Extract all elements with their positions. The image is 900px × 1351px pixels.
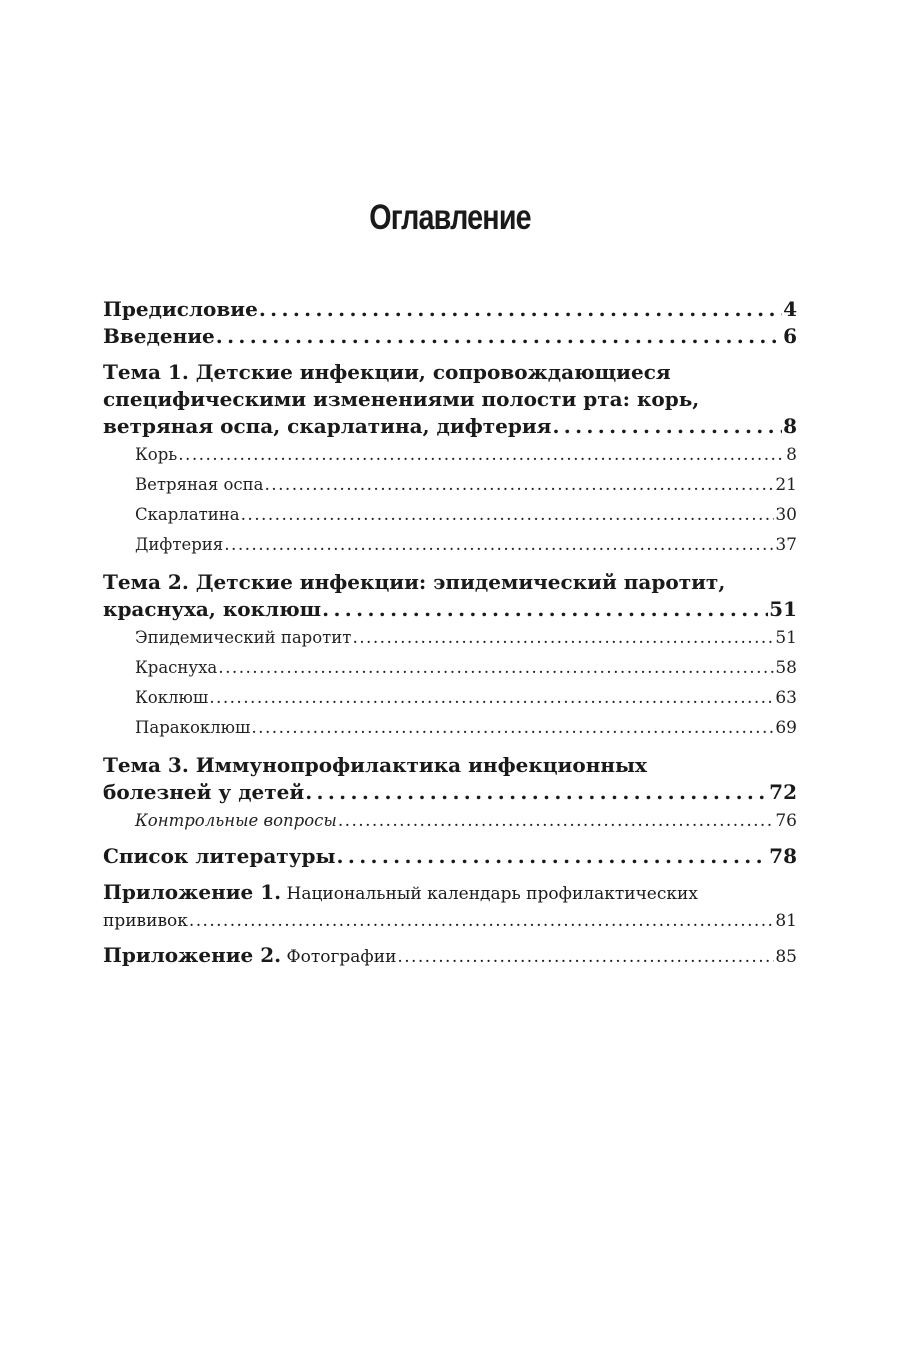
toc-subentry-page: 58 — [775, 658, 797, 678]
appendix-number: Приложение 1. — [103, 880, 282, 904]
toc-entry-label: Предисловие — [103, 297, 258, 321]
toc-entry-topic3[interactable] — [103, 752, 797, 806]
toc-subentry-page: 69 — [775, 718, 797, 738]
dot-leader — [552, 413, 782, 440]
toc-entry-page: 85 — [775, 947, 797, 967]
toc-subentry-label: Скарлатина — [135, 505, 240, 524]
toc-subentry-label: Коклюш — [135, 688, 209, 707]
dot-leader — [218, 654, 774, 683]
toc-subentry[interactable] — [103, 806, 797, 836]
table-of-contents — [103, 296, 797, 971]
toc-entry-topic2[interactable] — [103, 569, 797, 623]
toc-entry-literature[interactable] — [103, 843, 797, 870]
toc-subentry[interactable] — [103, 500, 797, 530]
dot-leader — [259, 296, 782, 323]
dot-leader — [305, 779, 768, 806]
toc-subentry[interactable] — [103, 470, 797, 500]
toc-subentry-label: Краснуха — [135, 658, 218, 677]
dot-leader — [209, 684, 774, 713]
toc-subentry[interactable] — [103, 653, 797, 683]
toc-subentry[interactable] — [103, 530, 797, 560]
dot-leader — [241, 501, 775, 530]
toc-subentry-page: 76 — [775, 811, 797, 831]
dot-leader — [397, 944, 774, 971]
toc-subentry[interactable] — [103, 623, 797, 653]
toc-entry-label-line: Тема 2. Детские инфекции: эпидемический паротит, — [103, 570, 726, 594]
dot-leader — [338, 807, 775, 836]
toc-entry-label-line: краснуха, коклюш — [103, 597, 322, 621]
toc-subentry-label: Ветряная оспа — [135, 475, 264, 494]
toc-entry-label-line: ветряная оспа, скарлатина, дифтерия — [103, 414, 552, 438]
toc-entry-label-line: Тема 3. Иммунопрофилактика инфекционных — [103, 753, 647, 777]
toc-subentry[interactable] — [103, 683, 797, 713]
toc-subentry-page: 63 — [775, 688, 797, 708]
toc-entry-label-line: болезней у детей — [103, 780, 305, 804]
dot-leader — [352, 624, 774, 653]
dot-leader — [251, 714, 774, 743]
toc-entry-label-line: Тема 1. Детские инфекции, сопровождающиеся — [103, 360, 671, 384]
toc-subentry-page: 30 — [775, 505, 797, 525]
toc-entry-appendix1[interactable] — [103, 879, 797, 935]
toc-entry-page: 4 — [783, 297, 797, 321]
toc-subentry-page: 37 — [775, 535, 797, 555]
toc-entry-page: 81 — [775, 911, 797, 931]
dot-leader — [322, 596, 768, 623]
dot-leader — [189, 908, 774, 935]
appendix-number: Приложение 2. — [103, 943, 282, 967]
toc-subentry-label: Контрольные вопросы — [135, 811, 337, 830]
dot-leader — [178, 441, 785, 470]
toc-entry-appendix2[interactable] — [103, 942, 797, 971]
toc-entry-topic1[interactable] — [103, 359, 797, 440]
toc-subentry-page: 51 — [775, 628, 797, 648]
dot-leader — [337, 843, 769, 870]
dot-leader — [216, 323, 782, 350]
toc-entry-page: 8 — [783, 414, 797, 438]
page-title: Оглавление — [369, 198, 531, 237]
toc-entry-page: 72 — [769, 780, 797, 804]
toc-entry-page: 78 — [769, 844, 797, 868]
toc-subentry-page: 21 — [775, 475, 797, 495]
toc-entry-label: Введение — [103, 324, 215, 348]
toc-subentry-page: 8 — [786, 445, 797, 465]
dot-leader — [265, 471, 775, 500]
toc-subentry-label: Дифтерия — [135, 535, 224, 554]
toc-entry-page: 51 — [769, 597, 797, 621]
toc-entry-label-line: Национальный календарь профилактических — [286, 884, 698, 904]
toc-entry-label-line: специфическими изменениями полости рта: корь, — [103, 387, 700, 411]
toc-subentry[interactable] — [103, 713, 797, 743]
toc-entry-page: 6 — [783, 324, 797, 348]
toc-subentry-label: Эпидемический паротит — [135, 628, 352, 647]
toc-entry-preface[interactable] — [103, 296, 797, 323]
toc-entry-intro[interactable] — [103, 323, 797, 350]
toc-entry-label-line: прививок — [103, 911, 188, 931]
toc-subentry-label: Паракоклюш — [135, 718, 251, 737]
toc-subentry[interactable] — [103, 440, 797, 470]
toc-entry-label: Список литературы — [103, 844, 336, 868]
dot-leader — [224, 531, 774, 560]
toc-subentry-label: Корь — [135, 445, 178, 464]
toc-entry-label: Фотографии — [286, 947, 397, 967]
